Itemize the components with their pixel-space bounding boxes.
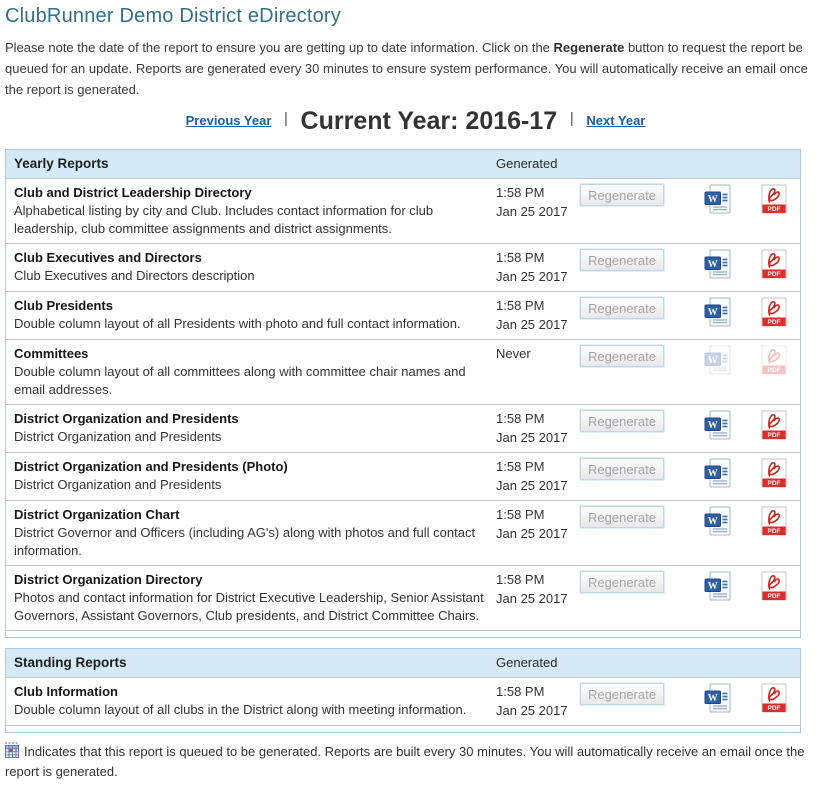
table-footer-strip xyxy=(6,725,800,732)
word-cell xyxy=(686,183,748,214)
generated-time: 1:58 PM xyxy=(496,459,545,474)
regenerate-button[interactable]: Regenerate xyxy=(580,458,664,480)
generated-time: 1:58 PM xyxy=(496,250,545,265)
word-cell xyxy=(686,505,748,536)
generated-date: Jan 25 2017 xyxy=(496,478,568,493)
report-row xyxy=(6,452,800,500)
report-rows xyxy=(6,677,800,725)
report-row xyxy=(6,339,800,404)
generated-date: Jan 25 2017 xyxy=(496,591,568,606)
generated-date: Jan 25 2017 xyxy=(496,430,568,445)
report-name-cell xyxy=(6,183,496,238)
word-cell xyxy=(686,457,748,488)
word-document-icon xyxy=(704,345,731,375)
regenerate-button[interactable]: Regenerate xyxy=(580,506,664,528)
generated-cell xyxy=(496,457,580,495)
report-row xyxy=(6,677,800,725)
regenerate-button[interactable]: Regenerate xyxy=(580,345,664,367)
pdf-document-icon[interactable] xyxy=(761,297,787,327)
report-name-cell xyxy=(6,457,496,494)
report-description: District Governor and Officers (including AG's) along with photos and full contact information. xyxy=(14,525,476,558)
report-rows xyxy=(6,178,800,630)
pdf-cell xyxy=(748,570,800,601)
previous-year-link[interactable]: Previous Year xyxy=(185,112,272,128)
year-navigation xyxy=(5,107,826,136)
report-description: Club Executives and Directors description xyxy=(14,268,255,283)
word-document-icon[interactable] xyxy=(704,249,731,279)
svg-text:W: W xyxy=(707,515,718,527)
pdf-cell xyxy=(748,296,800,327)
pdf-document-icon[interactable] xyxy=(761,506,787,536)
pdf-document-icon[interactable] xyxy=(761,683,787,713)
report-name-cell xyxy=(6,682,496,719)
generated-cell xyxy=(496,296,580,334)
generated-time: 1:58 PM xyxy=(496,298,545,313)
generated-date: Jan 25 2017 xyxy=(496,269,568,284)
report-row xyxy=(6,291,800,339)
report-name-cell xyxy=(6,570,496,625)
generated-time: 1:58 PM xyxy=(496,684,545,699)
report-description: Alphabetical listing by city and Club. Includes contact information for club leadership, club committee assignments and district assignments. xyxy=(14,203,434,236)
section-title: Standing Reports xyxy=(14,655,127,670)
report-description: Double column layout of all committees along with committee chair names and email addresses. xyxy=(14,364,466,397)
intro-text-before: Please note the date of the report to ensure you are getting up to date information. Click on the xyxy=(5,40,554,55)
pdf-cell xyxy=(748,505,800,536)
regenerate-button[interactable]: Regenerate xyxy=(580,410,664,432)
report-title: Club Presidents xyxy=(14,298,113,313)
report-title: District Organization Chart xyxy=(14,507,180,522)
report-title: District Organization and Presidents xyxy=(14,411,239,426)
table-footer-strip xyxy=(6,630,800,637)
svg-text:W: W xyxy=(707,258,718,270)
table-section-header xyxy=(6,150,800,178)
generated-time: 1:58 PM xyxy=(496,411,545,426)
pdf-document-icon[interactable] xyxy=(761,184,787,214)
generated-cell xyxy=(496,682,580,720)
report-title: District Organization Directory xyxy=(14,572,203,587)
pdf-document-icon[interactable] xyxy=(761,571,787,601)
pdf-cell xyxy=(748,183,800,214)
svg-text:W: W xyxy=(707,354,718,366)
report-name-cell xyxy=(6,344,496,399)
report-title: Club Information xyxy=(14,684,118,699)
word-cell xyxy=(686,248,748,279)
svg-text:W: W xyxy=(707,692,718,704)
generated-column-header: Generated xyxy=(496,655,558,670)
report-description: Double column layout of all Presidents with photo and full contact information. xyxy=(14,316,461,331)
word-cell xyxy=(686,682,748,713)
word-document-icon[interactable] xyxy=(704,297,731,327)
intro-text xyxy=(5,37,819,100)
generated-cell xyxy=(496,570,580,608)
word-document-icon[interactable] xyxy=(704,410,731,440)
pdf-cell xyxy=(748,409,800,440)
generated-column-header: Generated xyxy=(496,156,558,171)
report-tables-container xyxy=(5,149,826,733)
pdf-document-icon[interactable] xyxy=(761,458,787,488)
report-description: District Organization and Presidents xyxy=(14,429,222,444)
svg-text:PDF: PDF xyxy=(767,705,781,713)
report-title: Club and District Leadership Directory xyxy=(14,185,252,200)
word-document-icon[interactable] xyxy=(704,458,731,488)
word-cell xyxy=(686,344,748,375)
pdf-document-icon xyxy=(761,345,787,375)
table-section-header xyxy=(6,649,800,677)
svg-text:PDF: PDF xyxy=(767,319,781,327)
footer-note-text: Indicates that this report is queued to be generated. Reports are built every 30 minutes. You will automatically receive an email once the report is generated. xyxy=(5,744,805,779)
generated-time: Never xyxy=(496,346,531,361)
pdf-cell xyxy=(748,344,800,375)
next-year-link[interactable]: Next Year xyxy=(586,112,646,128)
generated-date xyxy=(496,363,580,364)
svg-text:W: W xyxy=(707,419,718,431)
generated-time: 1:58 PM xyxy=(496,185,545,200)
regenerate-cell xyxy=(580,409,686,432)
report-title: District Organization and Presidents (Photo) xyxy=(14,459,288,474)
footer-note xyxy=(5,742,823,782)
svg-text:W: W xyxy=(707,467,718,479)
report-description: Photos and contact information for District Executive Leadership, Senior Assistant Governors, Assistant Governors, Club presidents, and District Committee Chairs. xyxy=(14,590,484,623)
report-name-cell xyxy=(6,248,496,285)
regenerate-button[interactable]: Regenerate xyxy=(580,184,664,206)
generated-cell xyxy=(496,409,580,447)
report-name-cell xyxy=(6,409,496,446)
pdf-document-icon[interactable] xyxy=(761,410,787,440)
generated-date: Jan 25 2017 xyxy=(496,204,568,219)
svg-text:W: W xyxy=(707,306,718,318)
svg-text:PDF: PDF xyxy=(767,206,781,214)
report-row xyxy=(6,243,800,291)
report-name-cell xyxy=(6,505,496,560)
regenerate-cell xyxy=(580,344,686,367)
svg-text:PDF: PDF xyxy=(767,528,781,536)
current-year-label: Current Year: 2016-17 xyxy=(300,107,558,135)
regenerate-cell xyxy=(580,570,686,593)
generated-date: Jan 25 2017 xyxy=(496,703,568,718)
generated-cell xyxy=(496,248,580,286)
report-row xyxy=(6,178,800,243)
generated-time: 1:58 PM xyxy=(496,572,545,587)
section-title: Yearly Reports xyxy=(14,156,109,171)
intro-text-after: button to request the report be queued for an update. Reports are generated every 30 minutes to ensure system performance. You will automatically receive an email once the report is generated. xyxy=(5,40,808,97)
queued-table-icon xyxy=(5,742,19,758)
regenerate-button[interactable]: Regenerate xyxy=(580,249,664,271)
svg-text:PDF: PDF xyxy=(767,271,781,279)
intro-text-bold: Regenerate xyxy=(553,40,625,55)
word-cell xyxy=(686,296,748,327)
regenerate-cell xyxy=(580,248,686,271)
word-document-icon[interactable] xyxy=(704,571,731,601)
regenerate-cell xyxy=(580,183,686,206)
svg-text:PDF: PDF xyxy=(767,367,781,375)
regenerate-button[interactable]: Regenerate xyxy=(580,571,664,593)
report-name-cell xyxy=(6,296,496,333)
regenerate-cell xyxy=(580,505,686,528)
page-title: ClubRunner Demo District eDirectory xyxy=(5,5,341,27)
separator: | xyxy=(284,109,288,127)
word-document-icon[interactable] xyxy=(704,683,731,713)
report-row xyxy=(6,404,800,452)
regenerate-cell xyxy=(580,457,686,480)
svg-text:PDF: PDF xyxy=(767,432,781,440)
svg-text:W: W xyxy=(707,193,718,205)
regenerate-cell xyxy=(580,296,686,319)
report-row xyxy=(6,500,800,565)
regenerate-button[interactable]: Regenerate xyxy=(580,683,664,705)
regenerate-cell xyxy=(580,682,686,705)
word-cell xyxy=(686,570,748,601)
generated-date: Jan 25 2017 xyxy=(496,526,568,541)
report-description: Double column layout of all clubs in the District along with meeting information. xyxy=(14,702,467,717)
svg-text:W: W xyxy=(707,580,718,592)
separator: | xyxy=(569,109,574,127)
generated-cell xyxy=(496,183,580,221)
generated-time: 1:58 PM xyxy=(496,507,545,522)
report-title: Committees xyxy=(14,346,89,361)
pdf-cell xyxy=(748,682,800,713)
svg-text:PDF: PDF xyxy=(767,480,781,488)
word-document-icon[interactable] xyxy=(704,506,731,536)
report-title: Club Executives and Directors xyxy=(14,250,202,265)
word-cell xyxy=(686,409,748,440)
pdf-document-icon[interactable] xyxy=(761,249,787,279)
report-description: District Organization and Presidents xyxy=(14,477,222,492)
generated-date: Jan 25 2017 xyxy=(496,317,568,332)
svg-text:PDF: PDF xyxy=(767,593,781,601)
generated-cell xyxy=(496,344,580,364)
generated-cell xyxy=(496,505,580,543)
report-row xyxy=(6,565,800,630)
report-table-yearly xyxy=(5,149,801,638)
pdf-cell xyxy=(748,457,800,488)
report-table-standing xyxy=(5,648,801,733)
regenerate-button[interactable]: Regenerate xyxy=(580,297,664,319)
pdf-cell xyxy=(748,248,800,279)
word-document-icon[interactable] xyxy=(704,184,731,214)
